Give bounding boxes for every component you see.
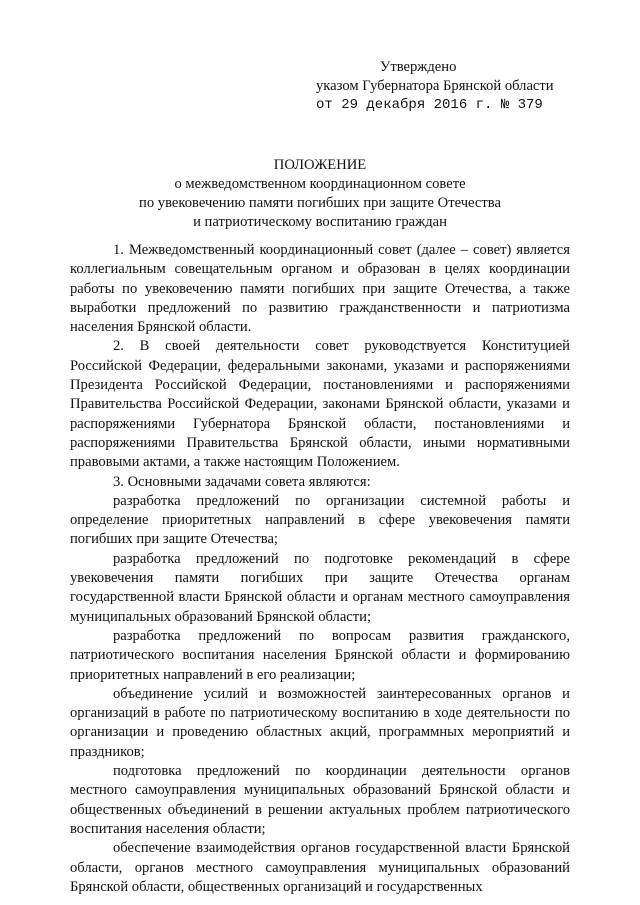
- approval-date-number: от 29 декабря 2016 г. № 379: [316, 97, 543, 113]
- approval-label: Утверждено: [380, 59, 457, 75]
- approval-decree: указом Губернатора Брянской области: [316, 78, 554, 94]
- paragraph-1: 1. Межведомственный координационный совет (далее – совет) является коллегиальным совещательным органом и образован в целях координации работы по увековечению памяти погибших при защите Отечества, а также выработки предложений по развитию гражданственности и патриотизма населения Брянской области.: [70, 242, 570, 336]
- approval-stamp: [316, 58, 616, 115]
- paragraph-2: 2. В своей деятельности совет руководствуется Конституцией Российской Федерации, федеральными законами, указами и распоряжениями Президента Российской Федерации, постановлениями и распоряжениями Правительства Российской Федерации, законами Брянской области, указами и распоряжениями Губернатора Брянской области, постановлениями и распоряжениями Правительства Брянской области, иными нормативными правовыми актами, а также настоящим Положением.: [70, 338, 570, 471]
- task-item-1: разработка предложений по организации системной работы и определение приоритетных направлений в сфере увековечения памяти погибших при защите Отечества;: [70, 492, 570, 548]
- document-title: [70, 156, 570, 232]
- title-line-4: и патриотическому воспитанию граждан: [193, 214, 447, 230]
- task-item-2: разработка предложений по подготовке рекомендаций в сфере увековечения памяти погибших при защите Отечества органам государственной власти Брянской области и органам местного самоуправления муниципальных образований Брянской области;: [70, 550, 570, 625]
- task-item-3: разработка предложений по вопросам развития гражданского, патриотического воспитания населения Брянской области и формированию приоритетных направлений в его реализации;: [70, 627, 570, 683]
- task-item-4: объединение усилий и возможностей заинтересованных органов и организаций в работе по патриотическому воспитанию в ходе деятельности по организации и проведению областных акций, программных мероприятий и праздников;: [70, 685, 570, 760]
- task-item-5: подготовка предложений по координации деятельности органов местного самоуправления муниципальных образований Брянской области и общественных объединений в решении актуальных проблем патриотического воспитания населения области;: [70, 763, 570, 837]
- title-line-2: о межведомственном координационном совете: [174, 176, 466, 192]
- document-body: [70, 241, 570, 897]
- title-line-3: по увековечению памяти погибших при защите Отечества: [139, 195, 501, 211]
- task-item-6: обеспечение взаимодействия органов государственной власти Брянской области, органов местного самоуправления муниципальных образований Брянской области, общественных организаций и государственных: [70, 840, 570, 895]
- paragraph-3: 3. Основными задачами совета являются:: [113, 473, 371, 490]
- title-heading: ПОЛОЖЕНИЕ: [273, 157, 367, 173]
